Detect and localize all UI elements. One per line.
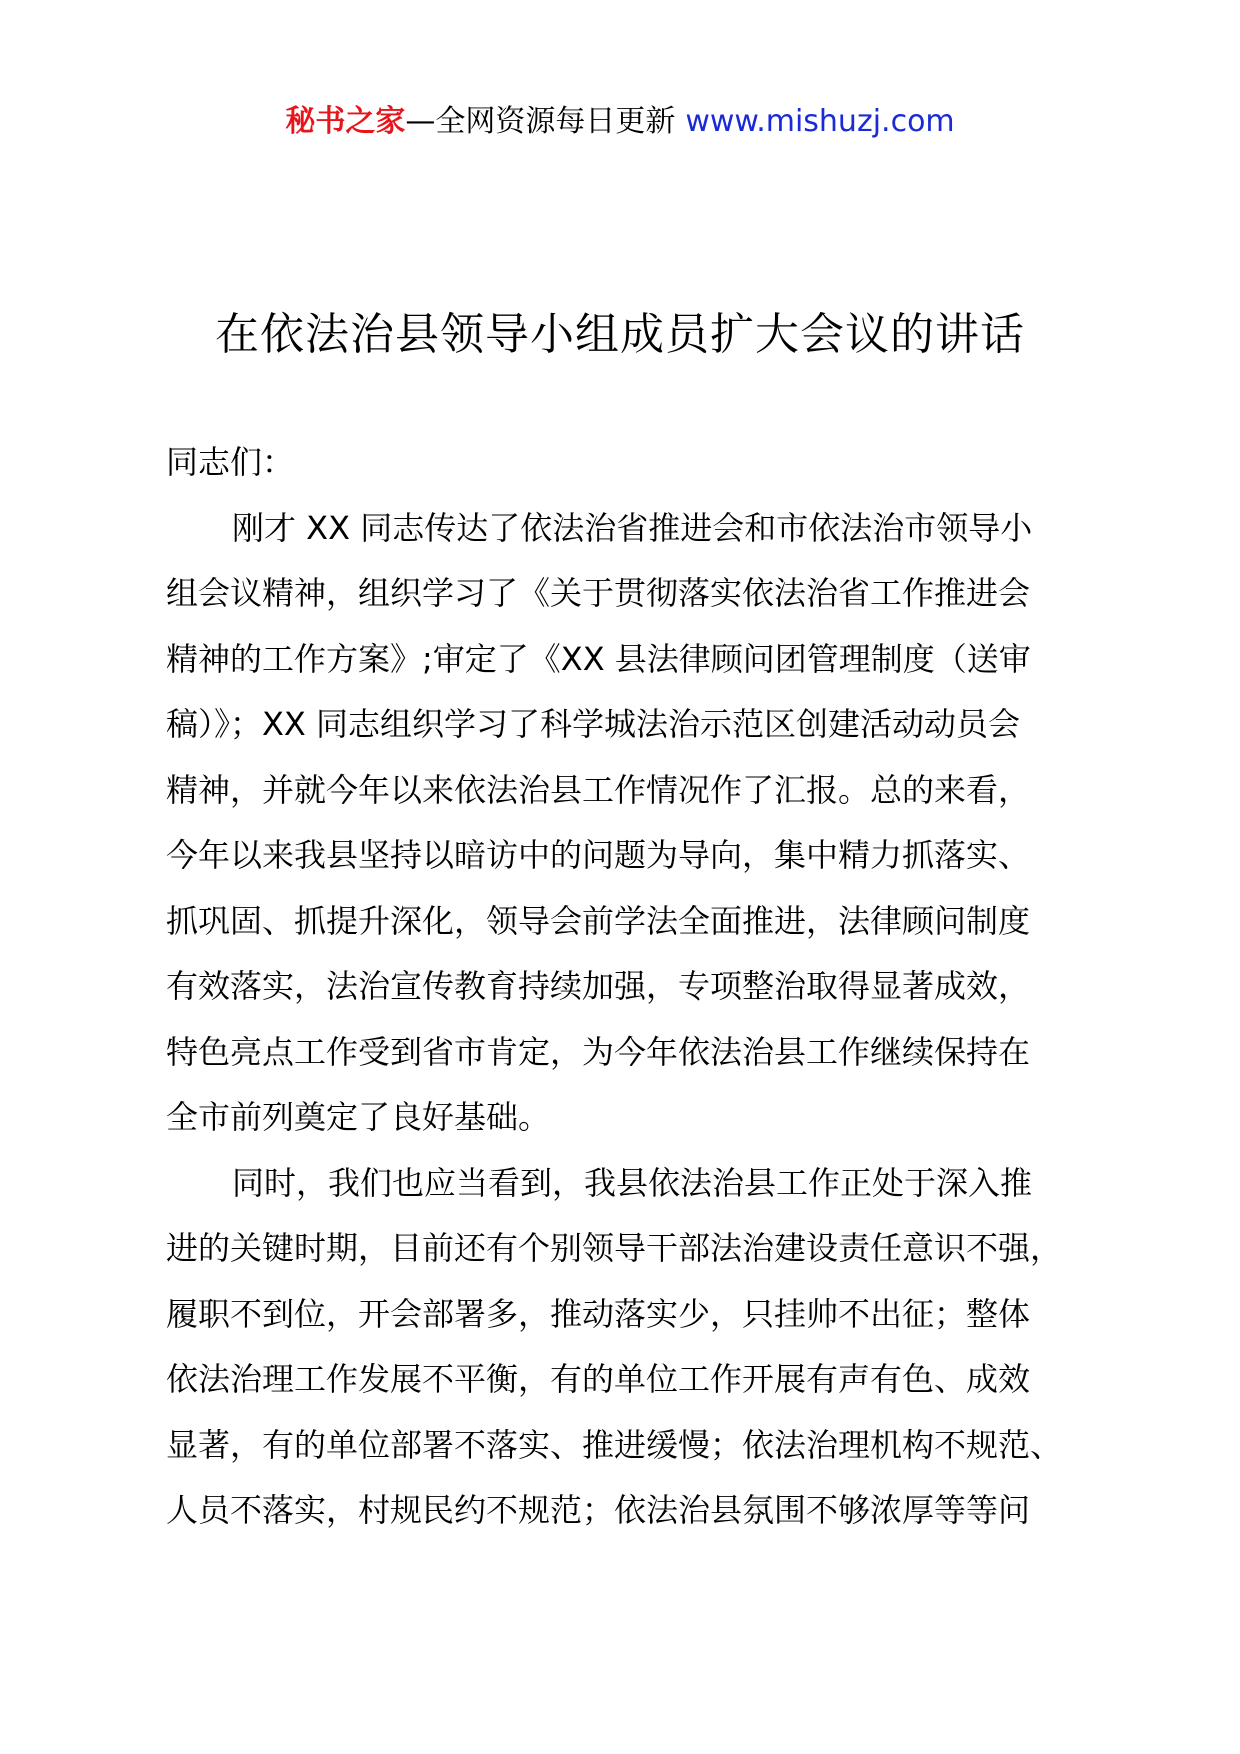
paragraph-1 bbox=[166, 496, 1106, 1151]
text-line: 履职不到位，开会部署多，推动落实少，只挂帅不出征；整体 bbox=[166, 1294, 1031, 1333]
text-line: 特色亮点工作受到省市肯定，为今年依法治县工作继续保持在 bbox=[166, 1032, 1031, 1071]
salutation: 同志们： bbox=[166, 443, 295, 481]
text-line: 抓巩固、抓提升深化，领导会前学法全面推进，法律顾问制度 bbox=[166, 901, 1031, 940]
text-line: 全市前列奠定了良好基础。 bbox=[166, 1098, 551, 1136]
site-url-link[interactable]: www.mishuzj.com bbox=[685, 104, 955, 139]
text-line: 同时，我们也应当看到，我县依法治县工作正处于深入推 bbox=[232, 1163, 1033, 1202]
text-line: 刚才 XX 同志传达了依法治省推进会和市依法治市领导小 bbox=[232, 508, 1033, 547]
text-line: 今年以来我县坚持以暗访中的问题为导向，集中精力抓落实、 bbox=[166, 836, 1031, 874]
text-line: 组会议精神，组织学习了《关于贯彻落实依法治省工作推进会 bbox=[166, 574, 1031, 612]
document-body bbox=[166, 430, 1106, 1544]
brand-name: 秘书之家 bbox=[285, 104, 406, 139]
text-line: 稿）》；XX 同志组织学习了科学城法治示范区创建活动动员会 bbox=[166, 705, 1021, 743]
document-title: 在依法治县领导小组成员扩大会议的讲话 bbox=[215, 309, 1025, 360]
text-line: 依法治理工作发展不平衡，有的单位工作开展有声有色、成效 bbox=[166, 1360, 1031, 1398]
text-line: 精神，并就今年以来依法治县工作情况作了汇报。总的来看， bbox=[166, 770, 1031, 809]
text-line: 人员不落实，村规民约不规范；依法治县氛围不够浓厚等等问 bbox=[166, 1491, 1031, 1529]
header-slogan: —全网资源每日更新 bbox=[405, 104, 676, 139]
text-line: 有效落实，法治宣传教育持续加强，专项整治取得显著成效， bbox=[166, 967, 1031, 1005]
text-line: 显著，有的单位部署不落实、推进缓慢；依法治理机构不规范、 bbox=[166, 1425, 1063, 1464]
paragraph-2 bbox=[166, 1151, 1106, 1544]
site-header bbox=[0, 100, 1240, 144]
text-line: 精神的工作方案》;审定了《XX 县法律顾问团管理制度（送审 bbox=[166, 639, 1031, 678]
text-line: 进的关键时期，目前还有个别领导干部法治建设责任意识不强， bbox=[166, 1229, 1063, 1267]
